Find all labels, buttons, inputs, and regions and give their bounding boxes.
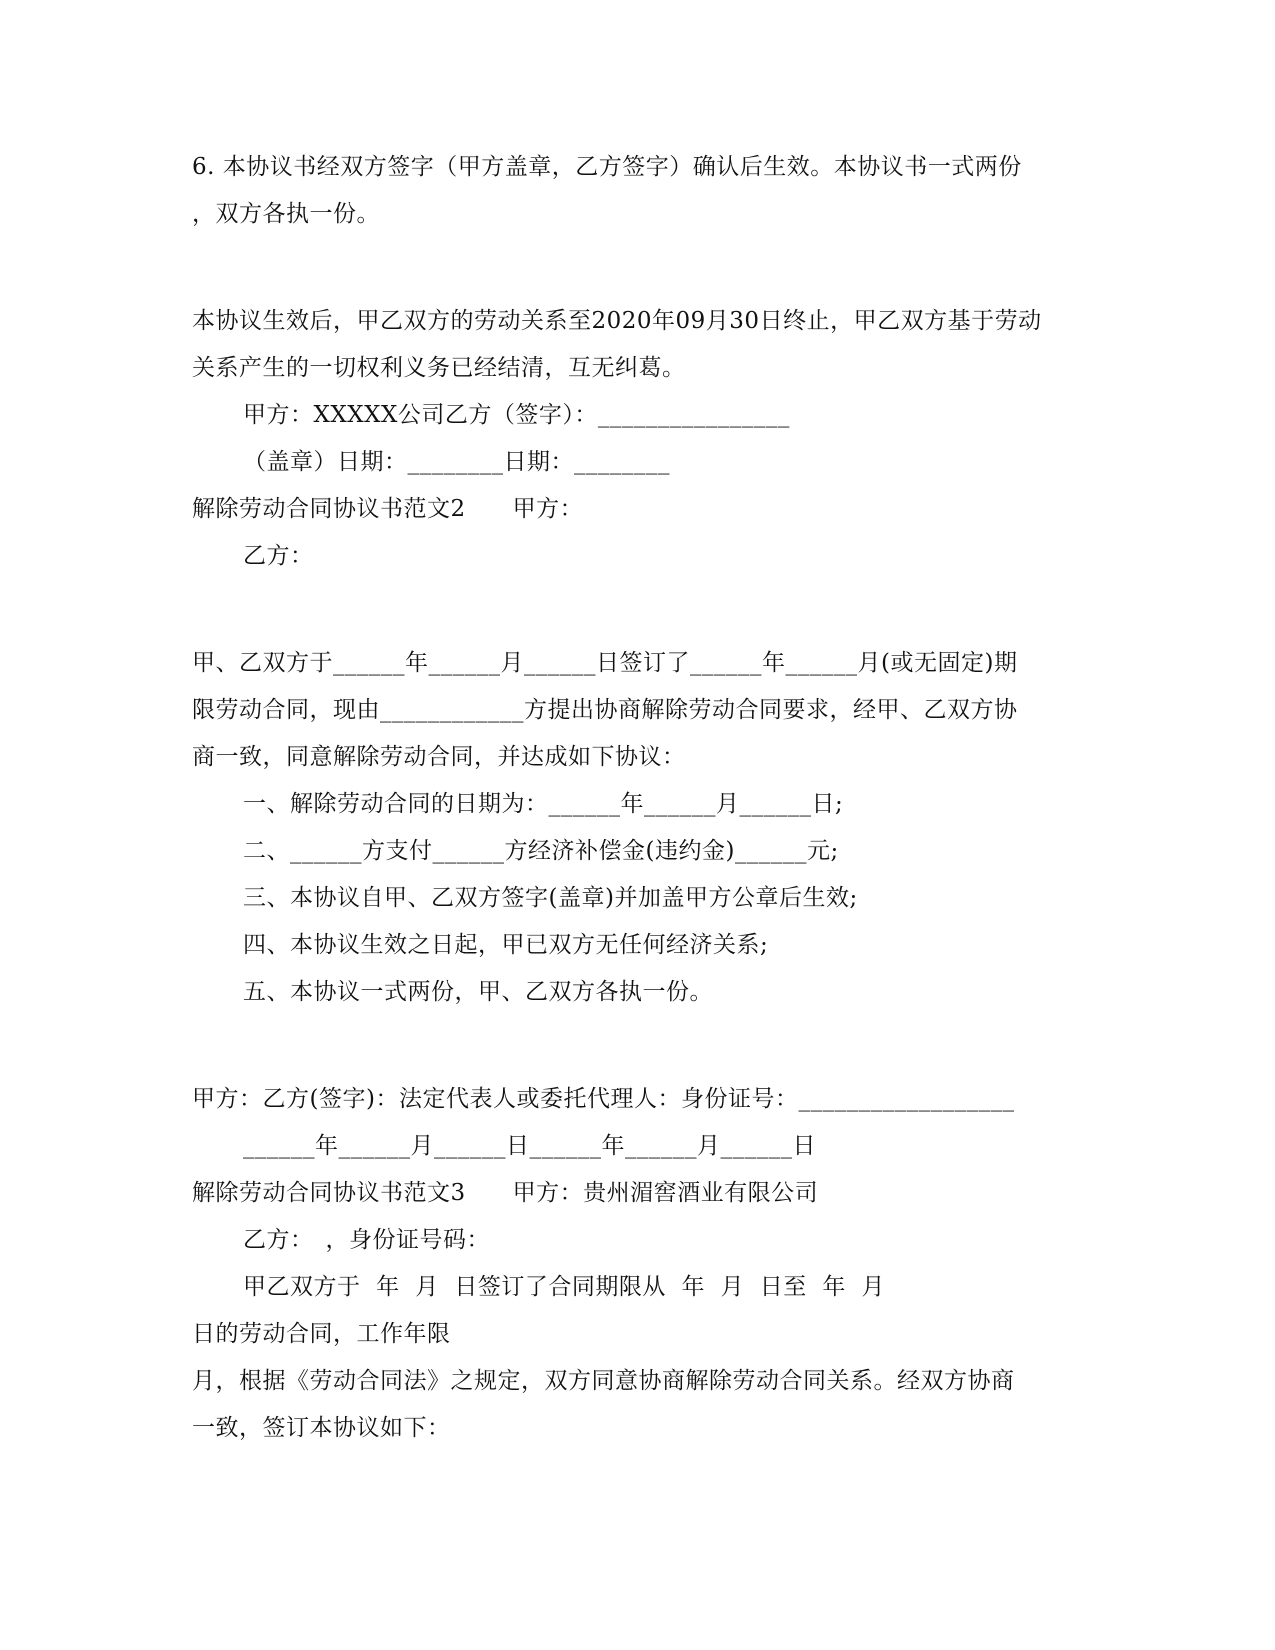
text-line: 月，根据《劳动合同法》之规定，双方同意协商解除劳动合同关系。经双方协商 [192, 1368, 1015, 1394]
text-line: 6. 本协议书经双方签字（甲方盖章，乙方签字）确认后生效。本协议书一式两份 [192, 154, 1022, 180]
text-line: 二、______方支付______方经济补偿金(违约金)______元; [243, 838, 839, 864]
text-line: 一、解除劳动合同的日期为：______年______月______日; [243, 791, 844, 817]
text-line: 本协议生效后，甲乙双方的劳动关系至2020年09月30日终止，甲乙双方基于劳动 [192, 308, 1042, 334]
text-line: 商一致，同意解除劳动合同，并达成如下协议： [192, 744, 686, 770]
text-line: 解除劳动合同协议书范文3 甲方：贵州湄窖酒业有限公司 [192, 1180, 819, 1206]
text-line: 乙方： [243, 543, 314, 569]
text-line: 关系产生的一切权利义务已经结清，互无纠葛。 [192, 355, 686, 381]
text-line: 甲乙双方于 年 月 日签订了合同期限从 年 月 日至 年 月 [243, 1274, 885, 1300]
text-line: 甲方：XXXXX公司乙方（签字）：________________ [243, 402, 790, 428]
text-line: 日的劳动合同，工作年限 [192, 1321, 451, 1347]
text-line: 甲方：乙方(签字)：法定代表人或委托代理人：身份证号：__________________ [192, 1086, 1015, 1112]
text-line: ______年______月______日______年______月______日 [243, 1133, 816, 1159]
text-line: 解除劳动合同协议书范文2 甲方： [192, 496, 584, 522]
text-line: 一致，签订本协议如下： [192, 1415, 451, 1441]
text-line: 乙方： ，身份证号码： [243, 1227, 490, 1253]
text-line: 五、本协议一式两份，甲、乙双方各执一份。 [243, 979, 713, 1005]
text-line: （盖章）日期：________日期：________ [243, 449, 670, 475]
text-line: 甲、乙双方于______年______月______日签订了______年______月(或无固定)期 [192, 650, 1018, 676]
text-line: ，双方各执一份。 [192, 201, 380, 227]
text-line: 四、本协议生效之日起，甲已双方无任何经济关系; [243, 932, 769, 958]
text-line: 限劳动合同，现由____________方提出协商解除劳动合同要求，经甲、乙双方协 [192, 697, 1018, 723]
text-line: 三、本协议自甲、乙双方签字(盖章)并加盖甲方公章后生效; [243, 885, 858, 911]
